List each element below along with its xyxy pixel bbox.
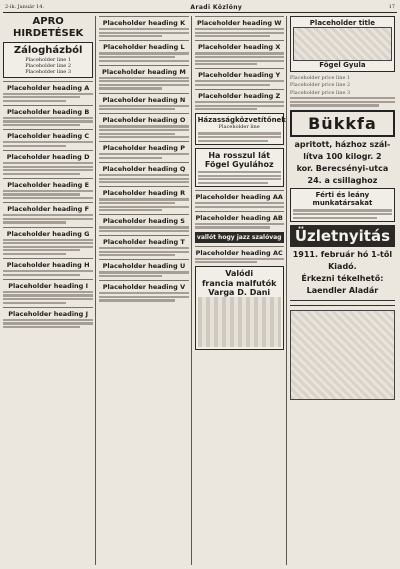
ad-block	[195, 89, 284, 110]
ad-block	[99, 16, 188, 37]
header-date: 2-ik. Január 14.	[5, 4, 45, 10]
ad-block	[195, 211, 284, 229]
ad-block	[3, 202, 93, 223]
ad-block	[99, 186, 188, 211]
ad-heading: Placeholder heading AA	[195, 193, 283, 202]
optician-illustration	[293, 27, 392, 61]
ad-block	[3, 150, 93, 175]
optician-top-title: Placeholder title	[309, 19, 376, 27]
shop-opening-contact: Érkezni tékelhető:	[301, 274, 384, 284]
ad-block	[99, 65, 188, 90]
ad-block	[99, 235, 188, 256]
ad-block	[195, 40, 284, 65]
pawn-banner	[3, 42, 93, 78]
price-line-3: Placeholder price line 3	[289, 89, 351, 96]
ad-block	[195, 16, 284, 37]
price-list	[290, 75, 395, 107]
price-line-1: Placeholder price line 1	[289, 75, 351, 82]
optician-top-box	[290, 16, 395, 72]
ad-block	[3, 307, 93, 328]
column-4	[290, 16, 397, 565]
ad-heading: Placeholder heading M	[102, 67, 186, 76]
shoe-line-1: Valódi	[225, 269, 254, 279]
brand-line-2: lítva 100 kilogr. 2	[303, 151, 382, 161]
shop-opening-title: Üzletnyitás	[290, 225, 395, 247]
pawn-banner-line-2: Placeholder line 2	[25, 62, 72, 69]
brand-line-4: 24. a csillaghoz	[307, 176, 378, 186]
ad-heading: Placeholder heading D	[6, 152, 90, 161]
staff-box	[290, 188, 395, 221]
staff-title: Férti és leány munkatársakat	[312, 191, 373, 208]
ad-block	[99, 113, 188, 138]
ad-heading: Placeholder heading J	[8, 309, 89, 318]
ad-heading: Placeholder heading N	[102, 95, 186, 104]
ad-heading: Placeholder heading Y	[198, 71, 281, 80]
ad-heading: Placeholder heading C	[7, 132, 90, 141]
shoe-name: Varga D. Dani	[208, 287, 271, 297]
ad-block	[195, 68, 284, 86]
ad-block	[195, 190, 284, 208]
ad-heading: Placeholder heading I	[8, 281, 89, 290]
shop-opening-name: Laendler Aladár	[306, 286, 379, 296]
ad-heading: Placeholder heading H	[6, 261, 90, 270]
ad-block	[3, 258, 93, 276]
ad-block	[99, 214, 188, 232]
ad-block	[3, 178, 93, 199]
ad-heading: Placeholder heading T	[103, 238, 185, 247]
jazz-banner: vallót hogy jazz szalóvag	[195, 232, 284, 243]
columns	[3, 13, 397, 565]
page-header	[3, 3, 397, 13]
column-3	[195, 16, 287, 565]
ad-heading: Placeholder heading A	[6, 83, 90, 92]
ad-heading: Placeholder heading W	[196, 19, 282, 27]
ad-heading: Placeholder heading V	[102, 283, 186, 292]
ad-block	[99, 141, 188, 159]
shoe-illustration	[198, 297, 281, 347]
ad-block	[99, 93, 188, 111]
matchmaking-line: Placeholder line	[218, 124, 260, 131]
ad-heading: Placeholder heading B	[6, 107, 90, 116]
ad-block	[99, 259, 188, 277]
pawn-banner-line-1: Placeholder line 1	[25, 56, 72, 63]
brand-line-3: kor. Berecsényi-utca	[296, 163, 389, 173]
ad-heading: Placeholder heading L	[103, 43, 185, 52]
ad-heading: Placeholder heading Z	[198, 92, 281, 101]
ad-block	[3, 81, 93, 102]
pawn-banner-line-3: Placeholder line 3	[25, 68, 72, 75]
optician-box	[195, 148, 284, 187]
ad-block	[3, 227, 93, 256]
ad-block	[99, 162, 188, 183]
shoe-title: francia malfutók	[201, 278, 277, 288]
header-page-number: 17	[388, 4, 395, 10]
shoe-advert	[195, 266, 284, 350]
ad-block	[99, 280, 188, 301]
column-2	[99, 16, 191, 565]
ad-block	[3, 279, 93, 304]
header-masthead: Aradi Közlöny	[190, 3, 243, 11]
shoe-illustration-right	[290, 310, 395, 400]
ad-heading: Placeholder heading AC	[195, 248, 283, 257]
ad-heading: Placeholder heading X	[198, 43, 281, 52]
ad-heading: Placeholder heading G	[6, 229, 90, 238]
ad-block	[195, 246, 284, 264]
section-title: APRÓ HIRDETÉSEK	[12, 16, 84, 39]
ad-heading: Placeholder heading F	[7, 205, 90, 214]
ad-heading: Placeholder heading AB	[195, 213, 283, 222]
pawn-banner-title: Zálogházból	[13, 45, 83, 56]
optician-top-name: Fögel Gyula	[319, 61, 366, 70]
shop-opening-date: 1911. február hó 1-től	[292, 249, 393, 259]
ad-block	[3, 105, 93, 126]
ad-block	[3, 129, 93, 147]
brand-line-1: apritott, házhoz szál-	[294, 139, 391, 149]
ad-heading: Placeholder heading O	[102, 116, 186, 125]
ad-heading: Placeholder heading U	[102, 262, 186, 271]
ad-heading: Placeholder heading K	[102, 19, 186, 27]
brand-name: Bükkfa	[290, 110, 395, 137]
ad-heading: Placeholder heading S	[102, 217, 185, 226]
price-line-2: Placeholder price line 2	[289, 82, 351, 89]
ad-heading: Placeholder heading E	[7, 180, 90, 189]
matchmaking-title: Házasságközvetítőnek	[197, 116, 286, 125]
column-1	[3, 16, 96, 565]
optician-name: Fögel Gyulához	[204, 159, 274, 169]
optician-line-1: Ha rosszul lát	[208, 150, 271, 160]
ad-heading: Placeholder heading Q	[102, 165, 186, 174]
ad-heading: Placeholder heading P	[102, 144, 185, 153]
ornament-rule	[290, 300, 395, 306]
shop-opening-kiado: Kiadó.	[328, 261, 357, 271]
ad-heading: Placeholder heading R	[102, 189, 186, 198]
ad-block	[99, 40, 188, 61]
matchmaking-box	[195, 113, 284, 144]
